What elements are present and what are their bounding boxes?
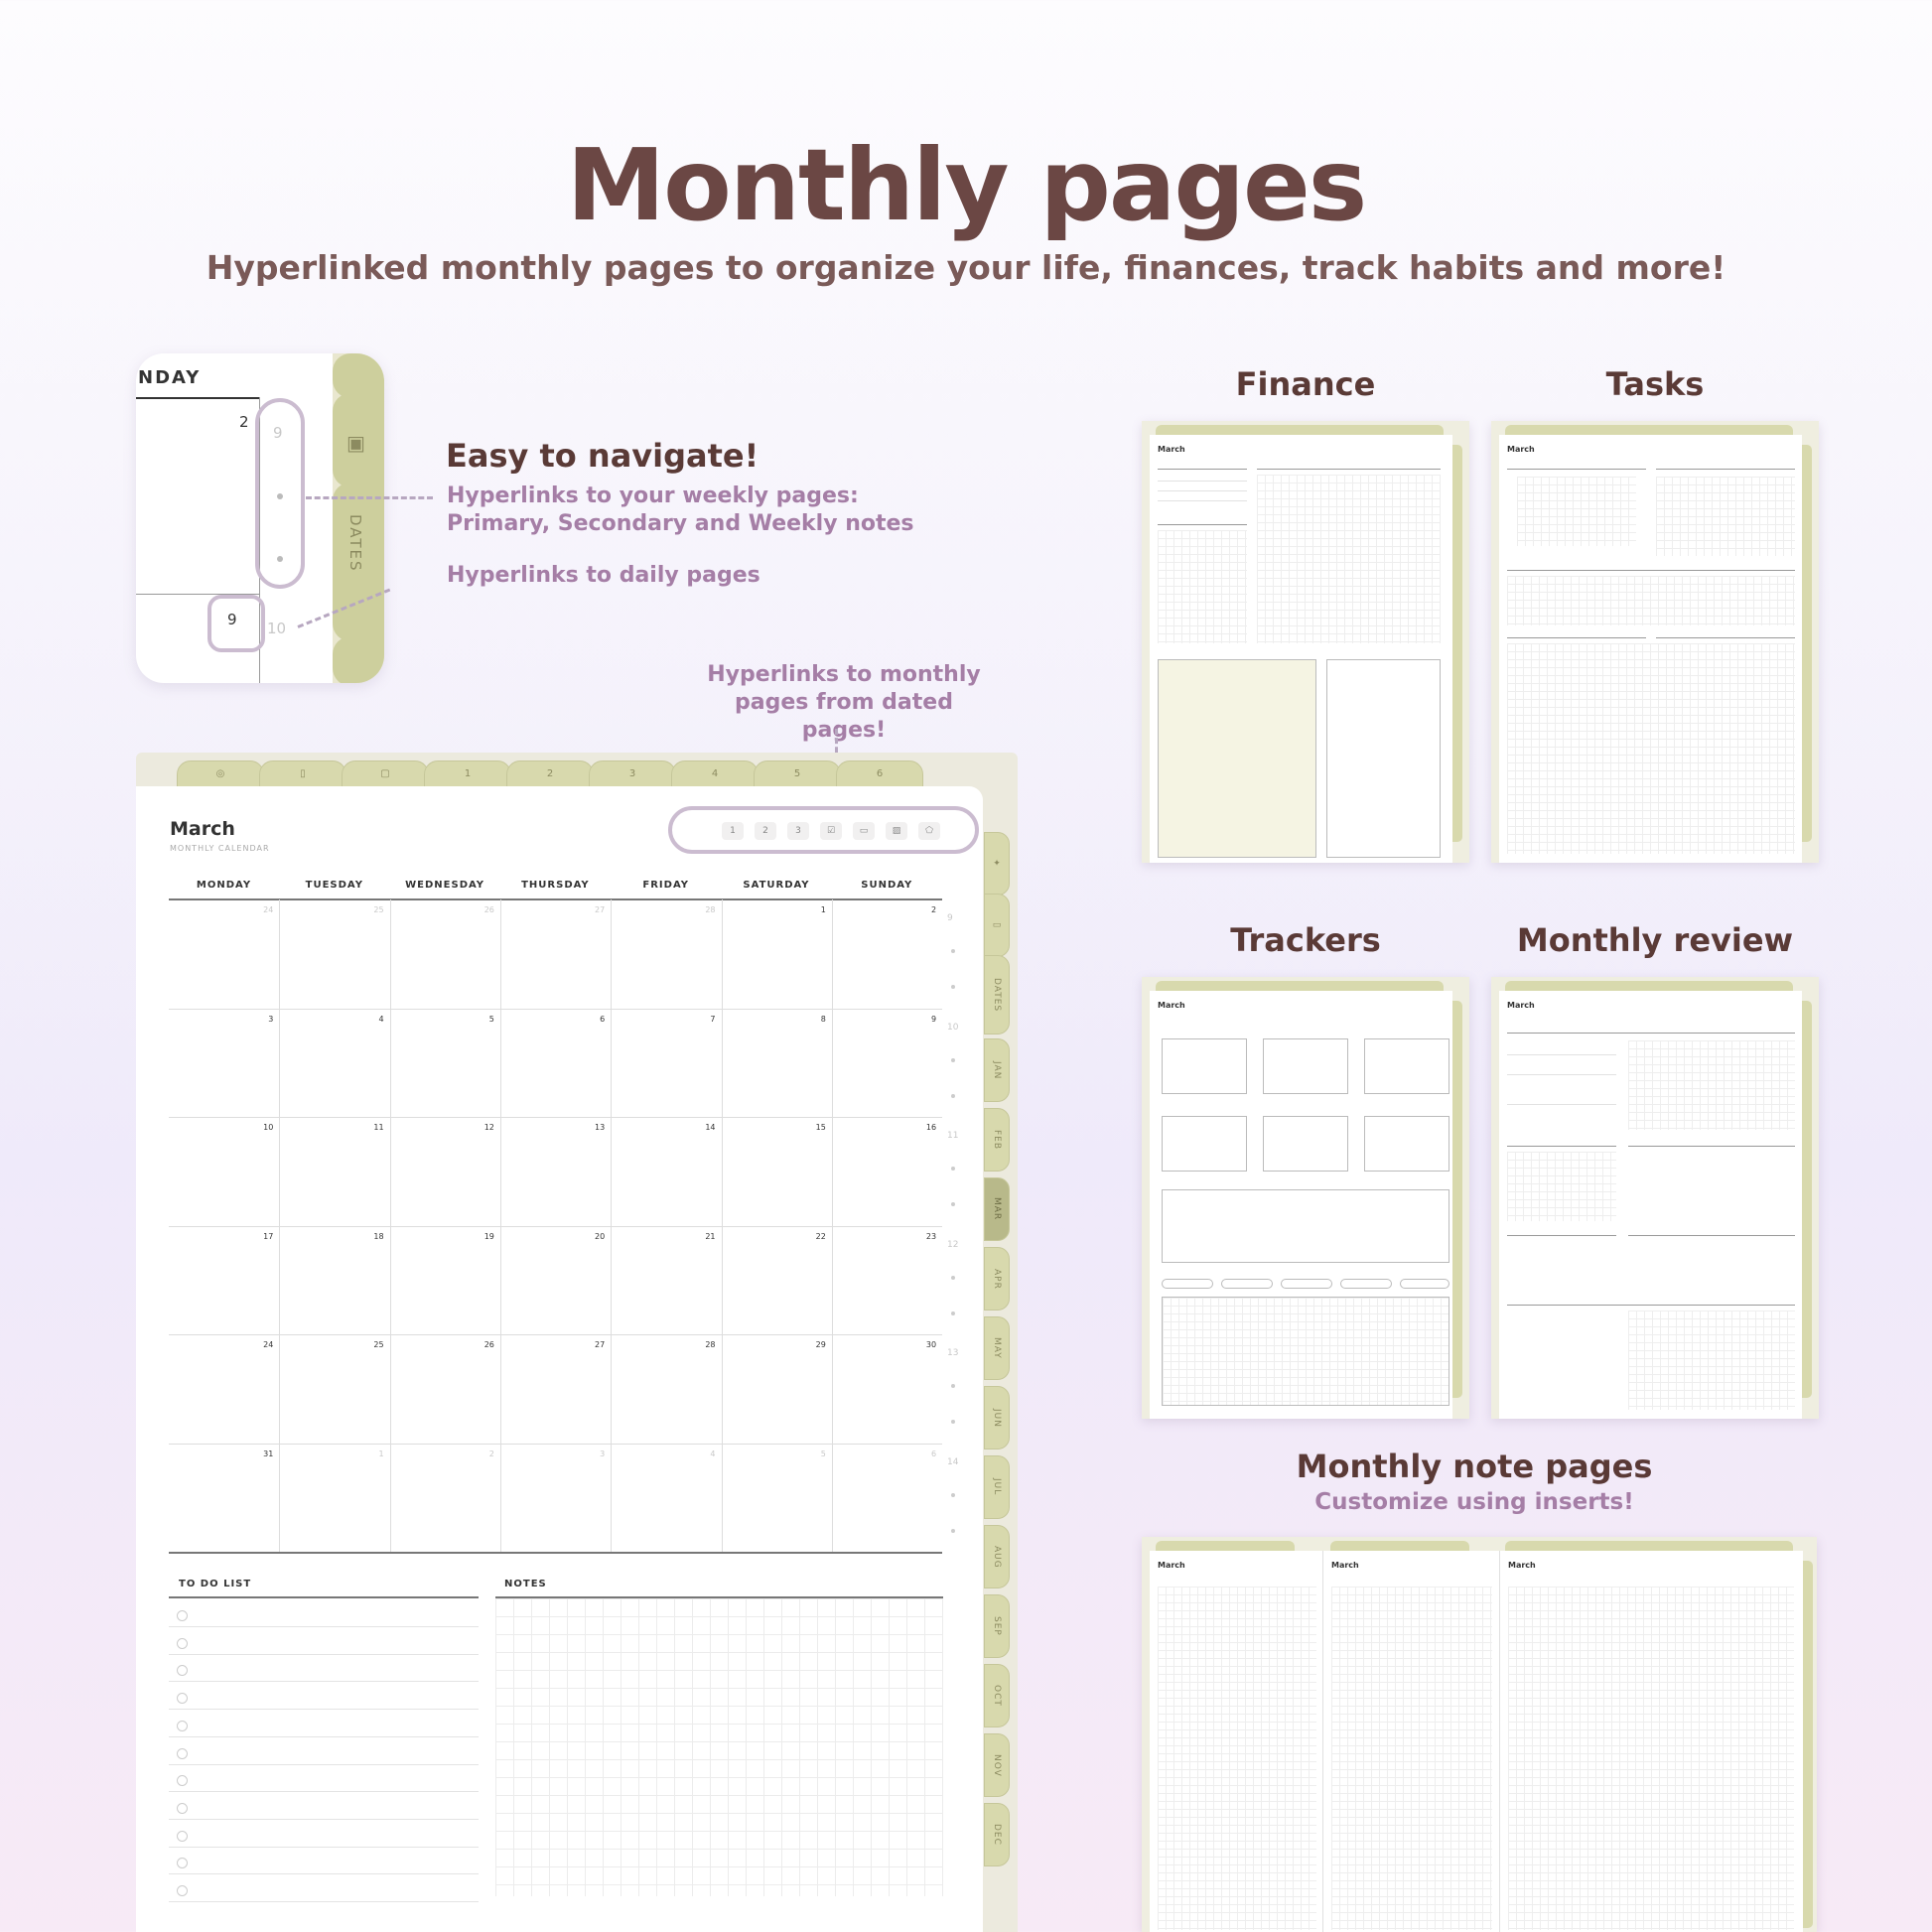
day-cell-date[interactable]: 15: [815, 1123, 826, 1132]
weekly-callout-2: Primary, Secondary and Weekly notes: [447, 511, 914, 536]
mini-note-page: [1500, 1551, 1803, 1932]
mini-line: [1158, 469, 1247, 470]
daily-callout: Hyperlinks to daily pages: [447, 563, 760, 588]
day-cell-date[interactable]: 22: [815, 1231, 826, 1241]
mini-tab-row: [1156, 981, 1444, 991]
day-cell-date[interactable]: 28: [705, 905, 716, 914]
week-number-link[interactable]: 9: [947, 913, 953, 923]
nav-button-3[interactable]: 3: [787, 822, 809, 840]
grid-col-line: [611, 899, 612, 1552]
side-tab-dec-14[interactable]: DEC: [984, 1803, 1010, 1866]
top-tab-4[interactable]: 1: [424, 760, 511, 788]
mini-tab-row: [1330, 1541, 1469, 1551]
week-dot: [277, 556, 283, 562]
side-tab--1[interactable]: ▭: [984, 894, 1010, 957]
notes-label: NOTES: [504, 1579, 547, 1589]
todo-divider: [169, 1596, 479, 1598]
day-cell-date[interactable]: 8: [820, 1014, 826, 1024]
mini-grid: [1257, 475, 1441, 643]
mini-pill: [1340, 1279, 1392, 1289]
mini-grid: [1331, 1587, 1492, 1930]
mini-habit-box: [1162, 1038, 1247, 1094]
day-cell-date[interactable]: 3: [268, 1014, 274, 1024]
mini-grid: [1507, 1152, 1616, 1221]
mini-grid: [1508, 1587, 1794, 1930]
mini-tab-row: [1505, 1541, 1793, 1551]
inset-calendar-tab[interactable]: [333, 393, 384, 487]
monthly-notes-label: Monthly note pages: [1296, 1448, 1653, 1485]
mini-pill: [1221, 1279, 1273, 1289]
day-cell-date[interactable]: 1: [820, 905, 826, 914]
dow-tuesday: TUESDAY: [305, 880, 363, 891]
day-cell-date[interactable]: 2: [488, 1449, 494, 1458]
mini-pill: [1281, 1279, 1332, 1289]
day-cell-date[interactable]: 17: [263, 1231, 274, 1241]
mini-grid: [1158, 1587, 1316, 1930]
day-cell-date[interactable]: 14: [705, 1123, 716, 1132]
todo-checkbox[interactable]: [177, 1610, 188, 1621]
todo-row-line: [169, 1791, 479, 1792]
mini-month-title: March: [1158, 1001, 1185, 1010]
side-tab-nov-13[interactable]: NOV: [984, 1733, 1010, 1797]
day-cell-date[interactable]: 9: [931, 1014, 937, 1024]
mini-line: [1158, 524, 1247, 525]
side-tab--0[interactable]: ✦: [984, 832, 1010, 896]
day-cell-date[interactable]: 25: [373, 905, 384, 914]
inset-day-label: NDAY: [138, 367, 202, 388]
dow-thursday: THURSDAY: [521, 880, 590, 891]
nav-button-5[interactable]: ▭: [853, 822, 875, 840]
inset-date-top: 2: [239, 413, 249, 431]
week-dot[interactable]: [951, 1058, 955, 1062]
week-dot[interactable]: [951, 1420, 955, 1424]
todo-row-line: [169, 1873, 479, 1874]
side-tab-mar-5[interactable]: MAR: [984, 1177, 1010, 1241]
mini-month-title: March: [1158, 1561, 1185, 1570]
side-tab-jul-9[interactable]: JUL: [984, 1455, 1010, 1519]
todo-label: TO DO LIST: [179, 1579, 252, 1589]
week-number-link[interactable]: 10: [947, 1022, 959, 1033]
todo-row-line: [169, 1847, 479, 1848]
dow-saturday: SATURDAY: [743, 880, 810, 891]
mini-habit-box: [1162, 1116, 1247, 1172]
top-tab-5[interactable]: 2: [506, 760, 594, 788]
mini-line: [1257, 469, 1441, 470]
top-tab-2[interactable]: ▯: [259, 760, 346, 788]
mini-habit-box: [1263, 1038, 1348, 1094]
todo-row-line: [169, 1709, 479, 1710]
day-cell-date[interactable]: 1: [378, 1449, 384, 1458]
side-tab-feb-4[interactable]: FEB: [984, 1108, 1010, 1172]
mini-month-title: March: [1158, 445, 1185, 454]
mini-page: [1499, 435, 1802, 863]
week-number-link[interactable]: 12: [947, 1239, 959, 1250]
mini-side-tabs: [1803, 1561, 1813, 1928]
calendar-subtitle: MONTHLY CALENDAR: [170, 844, 270, 853]
day-cell-date[interactable]: 23: [925, 1231, 937, 1241]
mini-side-tabs: [1802, 445, 1812, 842]
day-cell-date[interactable]: 28: [705, 1340, 716, 1349]
mini-line: [1507, 1305, 1795, 1306]
mini-line: [1507, 637, 1646, 638]
mini-side-tabs: [1452, 445, 1462, 842]
grid-row-line: [169, 1009, 942, 1010]
nav-button-6[interactable]: ▨: [886, 822, 907, 840]
todo-checkbox[interactable]: [177, 1831, 188, 1842]
mini-month-title: March: [1331, 1561, 1359, 1570]
mini-grid: [1656, 477, 1795, 556]
mini-line: [1507, 1054, 1616, 1055]
mini-tab-row: [1156, 425, 1444, 435]
nav-button-2[interactable]: 2: [755, 822, 776, 840]
day-cell-date[interactable]: 24: [263, 1340, 274, 1349]
inset-dates-tab[interactable]: [333, 483, 384, 641]
monthly-review-label: Monthly review: [1516, 921, 1794, 959]
day-cell-date[interactable]: 2: [931, 905, 937, 914]
mini-side-tabs: [1802, 1001, 1812, 1398]
week-dot[interactable]: [951, 1094, 955, 1098]
week-dot: [277, 493, 283, 499]
dow-wednesday: WEDNESDAY: [405, 880, 485, 891]
mini-calendar: [1517, 477, 1636, 546]
mini-line: [1507, 570, 1795, 571]
day-cell-date[interactable]: 20: [595, 1231, 606, 1241]
todo-checkbox[interactable]: [177, 1803, 188, 1814]
mini-habit-box: [1263, 1116, 1348, 1172]
mini-grid: [1162, 1297, 1449, 1406]
week-dot[interactable]: [951, 1529, 955, 1533]
nav-button-7[interactable]: ⬠: [918, 822, 940, 840]
mini-line: [1628, 1146, 1795, 1147]
todo-row-line: [169, 1654, 479, 1655]
page-title: Monthly pages: [566, 127, 1366, 243]
grid-top-rule: [169, 898, 942, 900]
todo-checkbox[interactable]: [177, 1638, 188, 1649]
todo-row-line: [169, 1901, 479, 1902]
note-pages-thumbnail[interactable]: [1142, 1537, 1817, 1932]
top-tab-1[interactable]: ◎: [177, 760, 264, 788]
mini-box: [1326, 659, 1441, 858]
mini-line: [1628, 1235, 1795, 1236]
day-cell-date[interactable]: 12: [483, 1123, 494, 1132]
top-tab-6[interactable]: 3: [589, 760, 676, 788]
nav-button-4[interactable]: ☑: [820, 822, 842, 840]
todo-row-line: [169, 1681, 479, 1682]
top-tab-3[interactable]: ▢: [342, 760, 429, 788]
mini-grid: [1628, 1040, 1795, 1130]
top-tab-9[interactable]: 6: [836, 760, 923, 788]
day-cell-date[interactable]: 4: [710, 1449, 716, 1458]
inset-week-pill[interactable]: [255, 398, 305, 589]
mini-pill: [1162, 1279, 1213, 1289]
dow-friday: FRIDAY: [642, 880, 689, 891]
mini-line: [1507, 1033, 1795, 1034]
weekly-callout-1: Hyperlinks to your weekly pages:: [447, 483, 859, 508]
day-cell-date[interactable]: 5: [488, 1014, 494, 1024]
dow-sunday: SUNDAY: [861, 880, 913, 891]
mini-month-title: March: [1507, 445, 1535, 454]
calendar-icon: ▣: [346, 431, 365, 455]
mini-note-page: [1323, 1551, 1500, 1932]
grid-col-line: [390, 899, 391, 1552]
monthly-callout-2: pages from dated pages!: [735, 690, 953, 743]
week-dot[interactable]: [951, 949, 955, 953]
day-cell-date[interactable]: 31: [263, 1449, 274, 1458]
inset-week-num: 9: [273, 424, 283, 442]
todo-row-line: [169, 1736, 479, 1737]
mini-tab-row: [1156, 1541, 1295, 1551]
day-cell-date[interactable]: 6: [600, 1014, 606, 1024]
week-dot[interactable]: [951, 1311, 955, 1315]
mini-mood-box: [1162, 1189, 1449, 1263]
mini-grid: [1158, 530, 1247, 643]
mini-line: [1507, 1074, 1616, 1075]
day-cell-date[interactable]: 29: [815, 1340, 826, 1349]
inset-daily-date: 9: [227, 611, 237, 628]
inset-week-num-bottom: 10: [267, 620, 287, 637]
monthly-notes-sublabel: Customize using inserts!: [1314, 1489, 1634, 1515]
dow-monday: MONDAY: [196, 880, 252, 891]
grid-row-line: [169, 1444, 942, 1445]
mini-page: [1150, 991, 1452, 1419]
mini-pill: [1400, 1279, 1449, 1289]
weekly-nav-bar: [668, 806, 979, 854]
todo-row-line: [169, 1819, 479, 1820]
inset-divider: [136, 397, 260, 399]
review-thumbnail[interactable]: [1491, 977, 1819, 1419]
inset-tab[interactable]: [333, 353, 384, 398]
side-tab-dates-2[interactable]: DATES: [984, 955, 1010, 1035]
day-cell-date[interactable]: 6: [931, 1449, 937, 1458]
week-dot[interactable]: [951, 985, 955, 989]
finance-label: Finance: [1235, 365, 1376, 403]
grid-row-line: [169, 1117, 942, 1118]
mini-line: [1656, 637, 1795, 638]
day-cell-date[interactable]: 7: [710, 1014, 716, 1024]
week-number-link[interactable]: 14: [947, 1456, 959, 1467]
mini-line: [1656, 469, 1795, 470]
day-cell-date[interactable]: 13: [595, 1123, 606, 1132]
mini-month-title: March: [1507, 1001, 1535, 1010]
grid-col-line: [722, 899, 723, 1552]
day-cell-date[interactable]: 25: [373, 1340, 384, 1349]
callout-connector: [306, 496, 433, 499]
navigate-title: Easy to navigate!: [446, 437, 759, 475]
week-number-link[interactable]: 11: [947, 1131, 959, 1141]
day-cell-date[interactable]: 27: [595, 905, 606, 914]
trackers-thumbnail[interactable]: [1142, 977, 1469, 1419]
side-tab-may-7[interactable]: MAY: [984, 1316, 1010, 1380]
trackers-label: Trackers: [1230, 921, 1381, 959]
top-tab-8[interactable]: 5: [754, 760, 841, 788]
day-cell-date[interactable]: 19: [483, 1231, 494, 1241]
tasks-label: Tasks: [1605, 365, 1705, 403]
mini-month-title: March: [1508, 1561, 1536, 1570]
day-cell-date[interactable]: 11: [373, 1123, 384, 1132]
mini-grid: [1507, 643, 1795, 854]
day-cell-date[interactable]: 18: [373, 1231, 384, 1241]
mini-grid: [1507, 576, 1795, 625]
mini-habit-box: [1364, 1116, 1449, 1172]
grid-row-line: [169, 1226, 942, 1227]
grid-row-line: [169, 1334, 942, 1335]
mini-page: [1150, 435, 1452, 863]
mini-tab-row: [1505, 425, 1793, 435]
mini-line: [1507, 1146, 1616, 1147]
side-tab-apr-6[interactable]: APR: [984, 1247, 1010, 1311]
inset-dates-label: DATES: [346, 514, 364, 573]
inset-tab-bottom[interactable]: [333, 636, 384, 683]
side-tab-oct-12[interactable]: OCT: [984, 1664, 1010, 1727]
grid-col-line: [279, 899, 280, 1552]
grid-row-line: [169, 1552, 942, 1554]
todo-checkbox[interactable]: [177, 1885, 188, 1896]
day-cell-date[interactable]: 26: [483, 1340, 494, 1349]
grid-col-line: [832, 899, 833, 1552]
tasks-thumbnail[interactable]: [1491, 421, 1819, 863]
day-cell-date[interactable]: 4: [378, 1014, 384, 1024]
week-dot[interactable]: [951, 1202, 955, 1206]
day-cell-date[interactable]: 5: [820, 1449, 826, 1458]
finance-thumbnail[interactable]: [1142, 421, 1469, 863]
notes-grid-area[interactable]: [495, 1598, 943, 1896]
monthly-callout-1: Hyperlinks to monthly: [707, 662, 981, 687]
todo-checkbox[interactable]: [177, 1721, 188, 1731]
week-dot[interactable]: [951, 1493, 955, 1497]
grid-col-line: [500, 899, 501, 1552]
mini-side-tabs: [1452, 1001, 1462, 1398]
day-cell-date[interactable]: 10: [263, 1123, 274, 1132]
mini-line: [1158, 490, 1247, 491]
day-cell-date[interactable]: 21: [705, 1231, 716, 1241]
mini-page: [1499, 991, 1802, 1419]
top-tab-7[interactable]: 4: [671, 760, 759, 788]
mini-note-page: [1150, 1551, 1323, 1932]
mini-habit-box: [1364, 1038, 1449, 1094]
mini-line: [1507, 1104, 1616, 1105]
day-cell-date[interactable]: 16: [925, 1123, 937, 1132]
side-tab-sep-11[interactable]: SEP: [984, 1594, 1010, 1658]
week-number-link[interactable]: 13: [947, 1348, 959, 1358]
mini-grid: [1628, 1311, 1795, 1410]
mini-line: [1507, 1235, 1616, 1236]
day-cell-date[interactable]: 26: [483, 905, 494, 914]
todo-checkbox[interactable]: [177, 1748, 188, 1759]
day-cell-date[interactable]: 3: [600, 1449, 606, 1458]
side-tab-aug-10[interactable]: AUG: [984, 1525, 1010, 1588]
page-subtitle: Hyperlinked monthly pages to organize your life, finances, track habits and more!: [206, 248, 1726, 287]
mini-line: [1507, 469, 1646, 470]
day-cell-date[interactable]: 24: [263, 905, 274, 914]
todo-row-line: [169, 1764, 479, 1765]
calendar-month-title: March: [170, 818, 235, 840]
mini-line: [1158, 481, 1247, 482]
zoom-inset: [136, 353, 384, 683]
todo-row-line: [169, 1626, 479, 1627]
inset-daily-box[interactable]: [207, 595, 265, 652]
side-tab-jun-8[interactable]: JUN: [984, 1386, 1010, 1449]
mini-line: [1158, 500, 1247, 501]
mini-box: [1158, 659, 1316, 858]
week-dot[interactable]: [951, 1276, 955, 1280]
week-dot[interactable]: [951, 1384, 955, 1388]
day-cell-date[interactable]: 27: [595, 1340, 606, 1349]
day-cell-date[interactable]: 30: [925, 1340, 937, 1349]
side-tab-jan-3[interactable]: JAN: [984, 1038, 1010, 1102]
mini-tab-row: [1505, 981, 1793, 991]
week-dot[interactable]: [951, 1167, 955, 1171]
nav-button-1[interactable]: 1: [722, 822, 744, 840]
